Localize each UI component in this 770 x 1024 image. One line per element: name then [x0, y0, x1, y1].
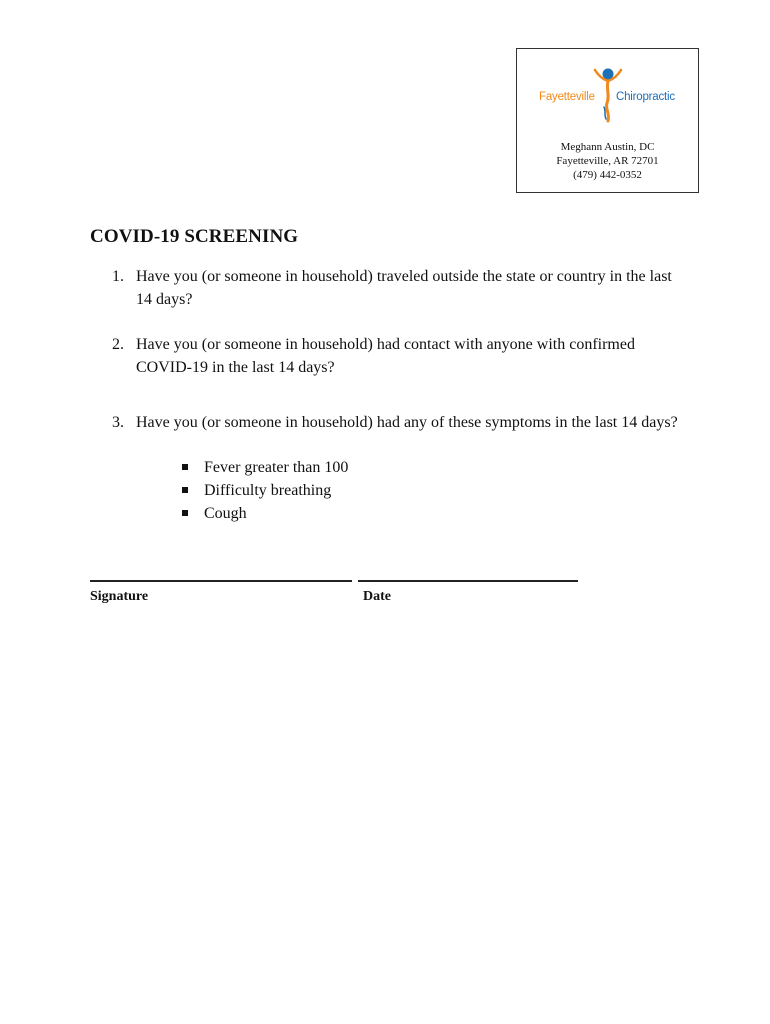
- signature-label: Signature: [90, 589, 149, 604]
- question-text: Have you (or someone in household) had contact with anyone with confirmed COVID-19 in the last 14 days?: [136, 336, 635, 376]
- symptom-item: [180, 456, 348, 479]
- question-text: Have you (or someone in household) traveled outside the state or country in the last 14 days?: [136, 268, 672, 308]
- symptom-text: Cough: [204, 505, 247, 522]
- logo-word-chiropractic: Chiropractic: [616, 91, 675, 103]
- clinic-phone: (479) 442-0352: [573, 169, 642, 181]
- clinic-location: Fayetteville, AR 72701: [556, 155, 659, 167]
- signature-line[interactable]: [90, 580, 352, 582]
- clinic-logo: [539, 67, 689, 125]
- symptom-text: Fever greater than 100: [204, 459, 349, 476]
- question-number: 2.: [112, 336, 124, 353]
- form-title: COVID-19 SCREENING: [90, 226, 299, 247]
- symptom-item: [180, 479, 348, 502]
- clinic-header-box: [516, 48, 699, 193]
- doctor-name: Meghann Austin, DC: [560, 141, 655, 153]
- clinic-contact: [517, 140, 698, 182]
- question-2: [112, 333, 687, 379]
- question-number: 1.: [112, 268, 124, 285]
- symptom-item: [180, 502, 348, 525]
- symptom-list: [180, 456, 348, 525]
- question-text: Have you (or someone in household) had any of these symptoms in the last 14 days?: [136, 414, 678, 431]
- square-bullet-icon: [182, 464, 188, 470]
- question-number: 3.: [112, 414, 124, 431]
- logo-word-fayetteville: Fayetteville: [539, 91, 595, 103]
- square-bullet-icon: [182, 510, 188, 516]
- question-1: [112, 265, 687, 311]
- date-label: Date: [363, 589, 391, 604]
- date-line[interactable]: [358, 580, 578, 582]
- square-bullet-icon: [182, 487, 188, 493]
- symptom-text: Difficulty breathing: [204, 482, 332, 499]
- question-3: [112, 411, 687, 434]
